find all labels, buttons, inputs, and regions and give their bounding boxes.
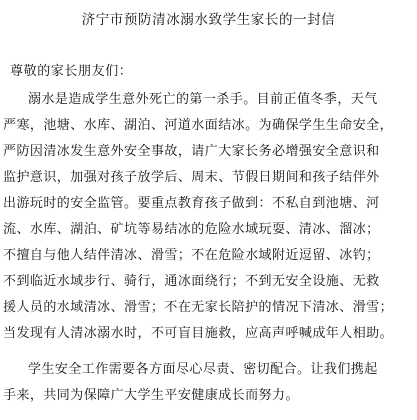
body-line: 不到临近水域步行、骑行，通冰面绕行；不到无安全设施、无救 [3,274,380,289]
body-line: 援人员的水域清冰、滑雪；不在无家长陪护的情况下清冰、滑雪； [3,300,394,315]
letter-title: 济宁市预防清冰溺水致学生家长的一封信 [81,12,336,28]
body-line: 出游玩时的安全监管。要重点教育孩子做到：不私自到池塘、河 [3,196,380,211]
body-line: 流、水库、湖泊、矿坑等易结冰的危险水域玩耍、清冰、溜冰； [3,222,380,237]
body-line: 当发现有人清冰溺水时，不可盲目施救，应高声呼喊成年人相助。 [3,326,394,341]
body-line: 学生安全工作需要各方面尽心尽责、密切配合。让我们携起 [28,362,378,377]
body-line: 手来，共同为保障广大学生平安健康成长而努力。 [3,388,299,403]
body-line: 严防因清冰发生意外安全事故，请广大家长务必增强安全意识和 [3,144,380,159]
letter-salutation: 尊敬的家长朋友们： [10,64,133,79]
body-line: 监护意识，加强对孩子放学后、周末、节假日期间和孩子结伴外 [3,170,380,185]
body-line: 严寒，池塘、水库、湖泊、河道水面结冰。为确保学生生命安全， [3,118,394,133]
body-line: 溺水是造成学生意外死亡的第一杀手。目前正值冬季，天气 [28,92,378,107]
body-line: 不擅自与他人结伴清冰、滑雪；不在危险水域附近逗留、冰钓； [3,248,380,263]
